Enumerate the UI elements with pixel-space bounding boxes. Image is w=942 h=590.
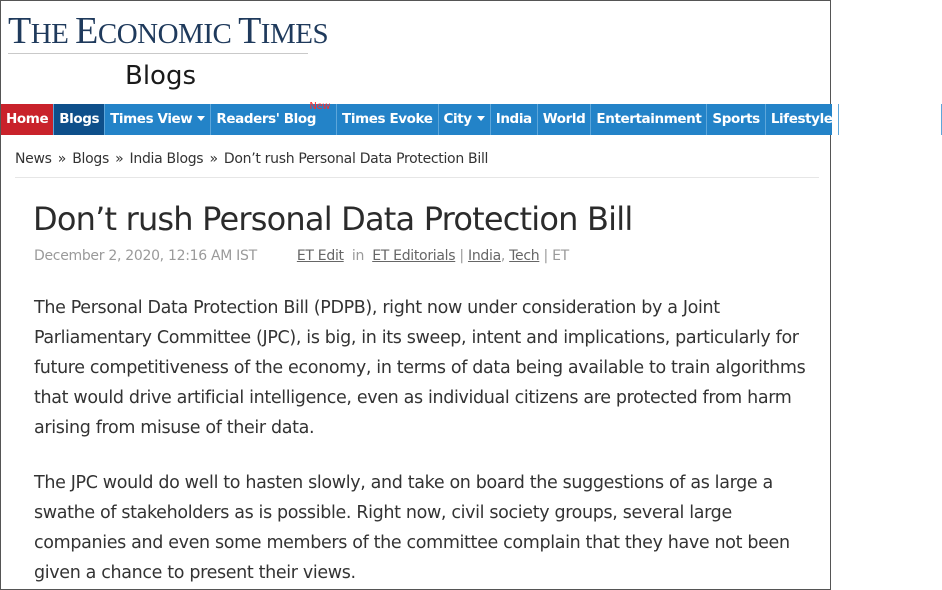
article-source: ET	[552, 248, 569, 264]
site-logo[interactable]: THE ECONOMIC TIMES	[8, 10, 329, 52]
nav-city[interactable]: City	[439, 104, 491, 135]
breadcrumb-current: Don’t rush Personal Data Protection Bill	[223, 151, 489, 167]
nav-lifestyle[interactable]: Lifestyle	[766, 104, 839, 135]
tag-india-link[interactable]: India	[467, 248, 501, 264]
breadcrumb-separator: »	[115, 151, 124, 167]
breadcrumb	[15, 151, 488, 167]
section-title[interactable]: Blogs	[125, 61, 197, 91]
logo-divider	[8, 53, 308, 54]
chevron-down-icon	[197, 116, 205, 121]
breadcrumb-blogs[interactable]: Blogs	[72, 151, 109, 167]
nav-times-evoke[interactable]: Times Evoke	[337, 104, 438, 135]
nav-entertainment[interactable]: Entertainment	[591, 104, 707, 135]
nav-readers-blog[interactable]: Readers' Blog New	[211, 104, 337, 135]
nav-world[interactable]: World	[538, 104, 592, 135]
breadcrumb-separator: »	[57, 151, 67, 167]
chevron-down-icon	[477, 116, 485, 121]
article-date: December 2, 2020, 12:16 AM IST	[34, 248, 257, 264]
article-paragraph-2: The JPC would do well to hasten slowly, and take on board the suggestions of as large a swathe of stakeholders as is possible. Right now, civil society groups, several large companies and even some members of the committee complain that they have not been given a chance to present their views.	[34, 473, 790, 583]
category-link[interactable]: ET Editorials	[372, 248, 456, 264]
new-badge: New	[309, 101, 331, 112]
nav-blogs[interactable]: Blogs	[54, 104, 105, 135]
nav-times-view[interactable]: Times View	[105, 104, 211, 135]
nav-india[interactable]: India	[491, 104, 538, 135]
article-paragraph-1: The Personal Data Protection Bill (PDPB), right now under consideration by a Joint Parliamentary Committee (JPC), is big, in its sweep, intent and implications, particularly for future competitiveness of the economy, in terms of data being available to train algorithms that would drive artificial intelligence, even as individual citizens are protected from harm arising from misuse of their data.	[34, 298, 806, 438]
nav-environment[interactable]: Environment	[839, 104, 942, 135]
main-nav	[1, 101, 937, 135]
breadcrumb-divider	[15, 177, 819, 178]
nav-home[interactable]: Home	[1, 104, 54, 135]
nav-sports[interactable]: Sports	[707, 104, 765, 135]
breadcrumb-separator: »	[209, 151, 218, 167]
breadcrumb-news[interactable]: News	[15, 151, 52, 167]
breadcrumb-india-blogs[interactable]: India Blogs	[129, 151, 204, 167]
article-meta: December 2, 2020, 12:16 AM IST ET Edit in ET Editorials | India, Tech | ET	[34, 248, 569, 264]
tag-tech-link[interactable]: Tech	[509, 248, 540, 264]
article-title: Don’t rush Personal Data Protection Bill	[33, 200, 633, 238]
author-link[interactable]: ET Edit	[296, 248, 344, 264]
